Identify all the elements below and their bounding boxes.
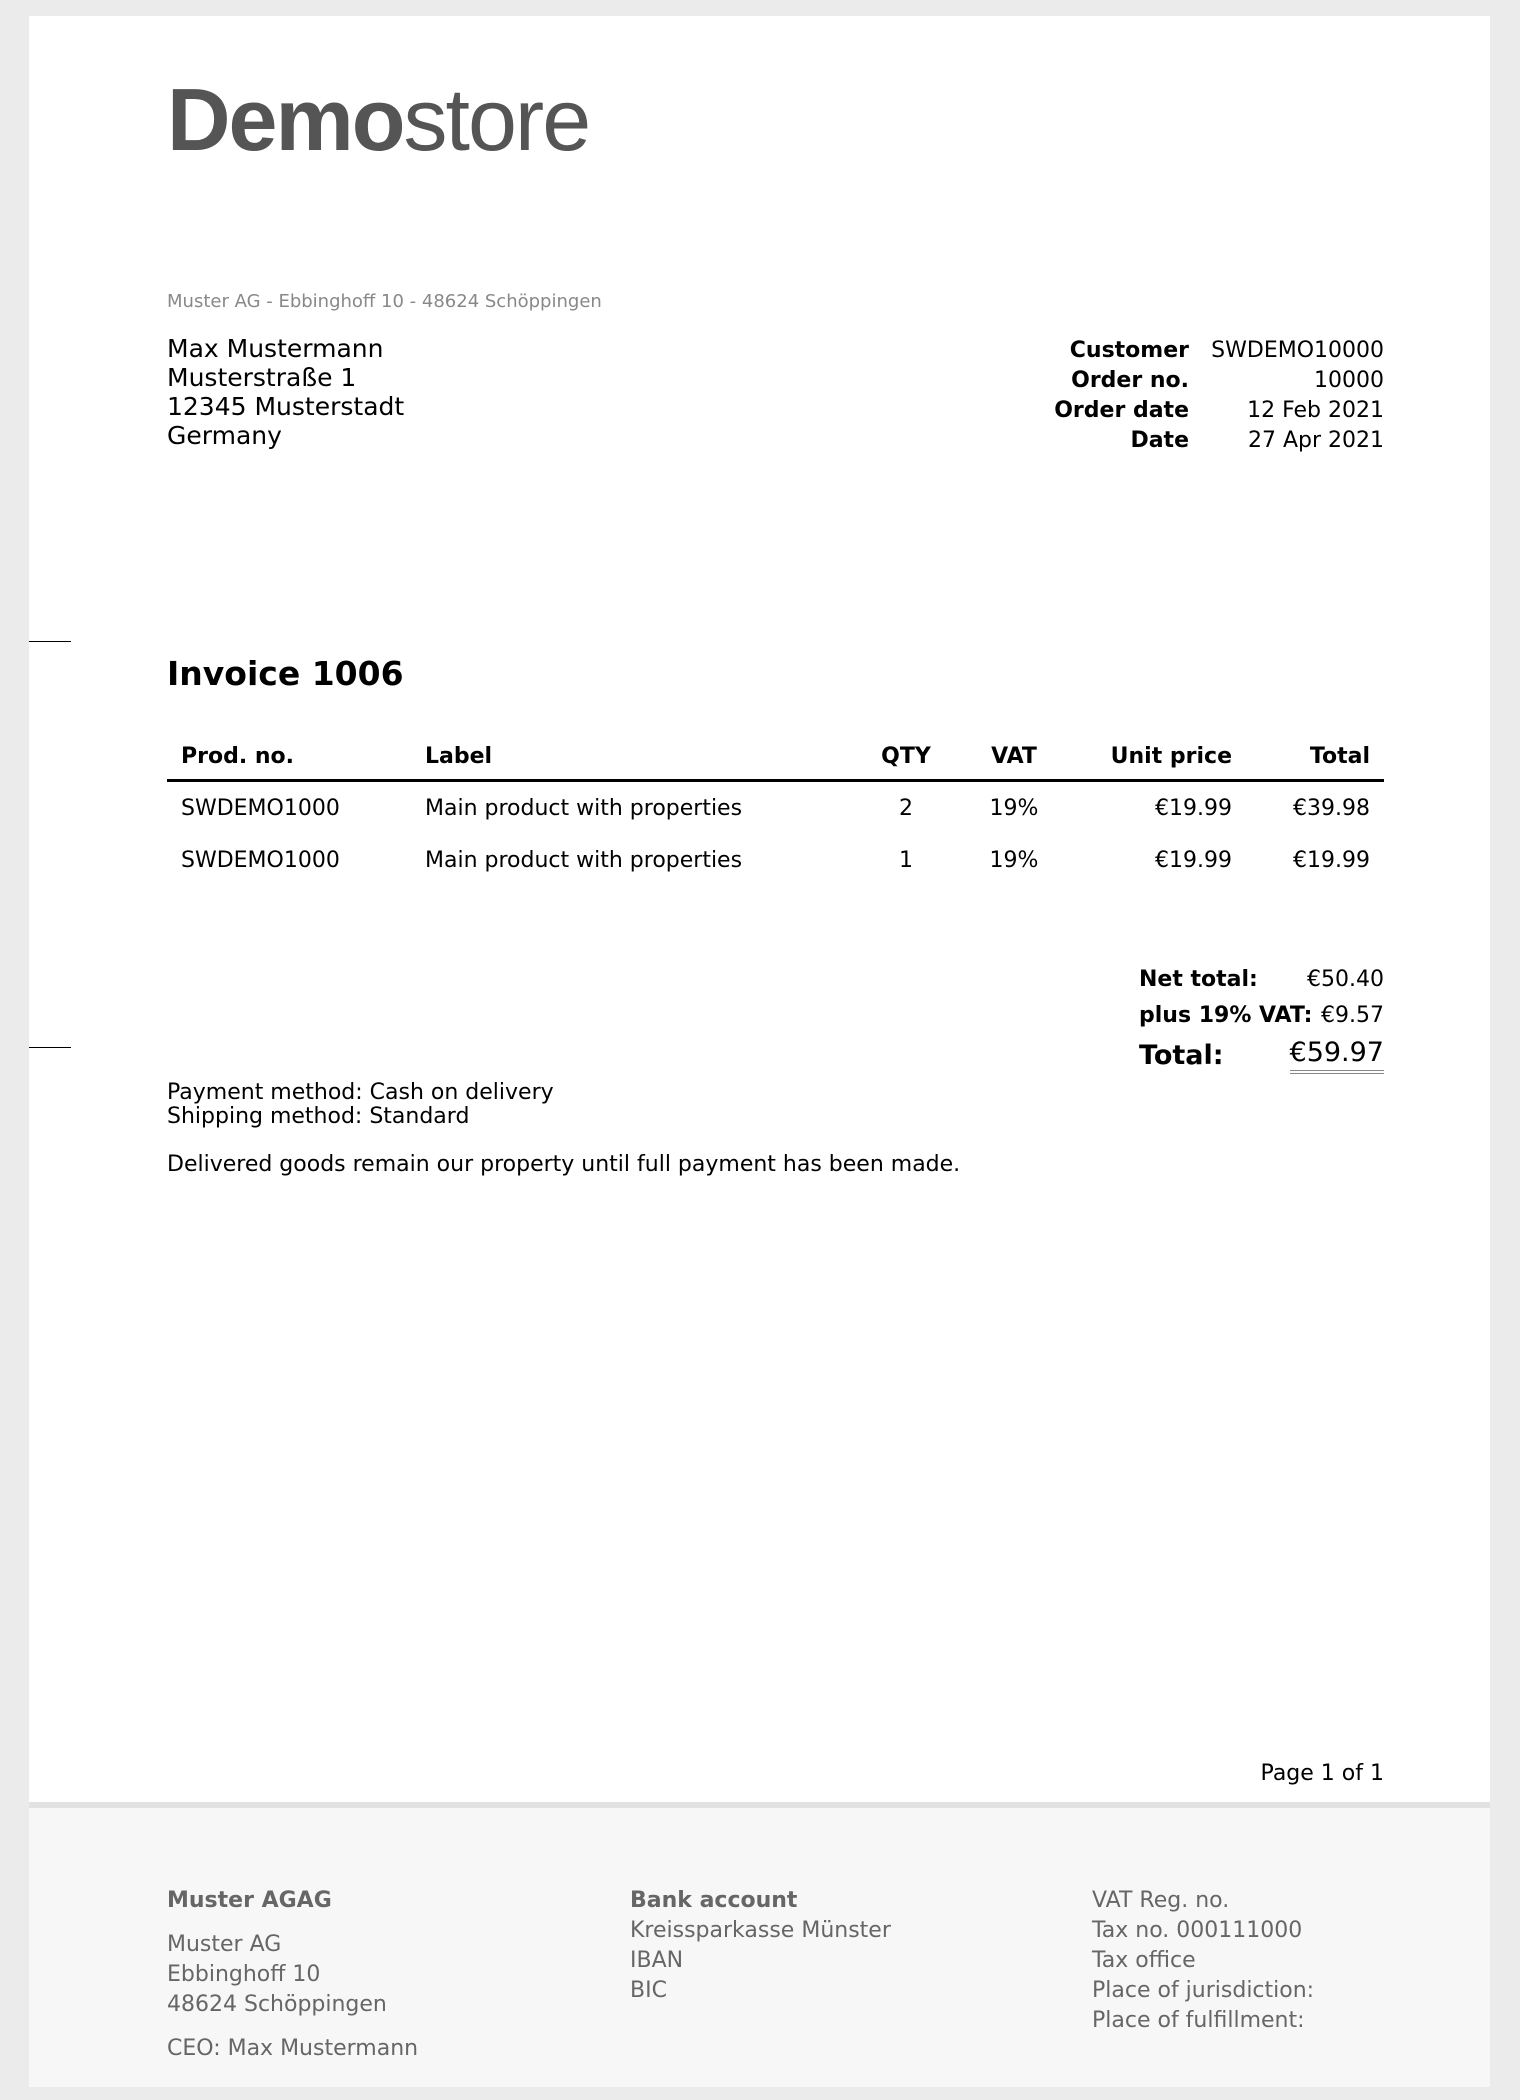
footer-bank-line: BIC — [630, 1978, 667, 2003]
meta-value: 12 Feb 2021 — [1247, 398, 1384, 423]
table-row — [167, 834, 1384, 886]
footer-ceo: CEO: Max Mustermann — [167, 2036, 419, 2061]
invoice-page — [29, 16, 1490, 2081]
header-label: Label — [411, 738, 852, 781]
store-logo — [167, 70, 590, 169]
footer-company-line: 48624 Schöppingen — [167, 1992, 387, 2017]
meta-value: SWDEMO10000 — [1211, 338, 1384, 363]
cell-qty: 1 — [899, 847, 913, 873]
sender-address-line: Muster AG - Ebbinghoff 10 - 48624 Schöppingen — [167, 291, 602, 312]
grand-total-label: Total: — [1139, 1040, 1224, 1071]
cell-label: Main product with properties — [425, 847, 743, 873]
cell-total: €19.99 — [1293, 847, 1370, 873]
meta-label: Customer — [1069, 338, 1189, 363]
invoice-meta — [1029, 336, 1384, 456]
recipient-address — [167, 334, 404, 450]
recipient-name: Max Mustermann — [167, 334, 384, 363]
cell-vat: 19% — [989, 847, 1039, 873]
vat-label: plus 19% VAT: — [1139, 1003, 1313, 1028]
footer-tax-line: Tax office — [1092, 1948, 1196, 1973]
footer-tax-line: Tax no. 000111000 — [1092, 1918, 1303, 1943]
footer-bank-heading: Bank account — [630, 1888, 798, 1913]
ownership-note: Delivered goods remain our property until full payment has been made. — [167, 1152, 961, 1177]
meta-row-order-date — [1029, 396, 1384, 426]
totals-block — [1139, 962, 1384, 1074]
fold-mark-bottom — [29, 1047, 71, 1048]
table-row — [167, 781, 1384, 835]
header-qty: QTY — [852, 738, 960, 781]
footer-bank-line: IBAN — [630, 1948, 684, 1973]
footer-company-line: Ebbinghoff 10 — [167, 1962, 321, 1987]
cell-prod-no: SWDEMO1000 — [181, 847, 340, 873]
footer-company-line: Muster AG — [167, 1932, 282, 1957]
vat-value: €9.57 — [1321, 1003, 1384, 1028]
page-number: Page 1 of 1 — [1260, 1761, 1384, 1786]
meta-row-customer — [1029, 336, 1384, 366]
cell-unit-price: €19.99 — [1155, 847, 1232, 873]
footer-tax-line: VAT Reg. no. — [1092, 1888, 1230, 1913]
net-total-label: Net total: — [1139, 967, 1258, 992]
footer-company-column — [167, 1886, 418, 2064]
meta-label: Order no. — [1071, 368, 1189, 393]
cell-qty: 2 — [899, 795, 913, 821]
shipping-method: Shipping method: Standard — [167, 1104, 470, 1129]
footer-bank-line: Kreissparkasse Münster — [630, 1918, 891, 1943]
footer-tax-line: Place of fulfillment: — [1092, 2008, 1305, 2033]
cell-label: Main product with properties — [425, 795, 743, 821]
header-unit-price: Unit price — [1068, 738, 1246, 781]
grand-total-value: €59.97 — [1290, 1038, 1384, 1074]
logo-bold-text: Demo — [167, 70, 404, 169]
vat-row — [1139, 998, 1384, 1034]
header-total: Total — [1246, 738, 1384, 781]
footer-tax-column — [1092, 1886, 1314, 2036]
meta-row-order-no — [1029, 366, 1384, 396]
payment-info — [167, 1081, 960, 1177]
meta-value: 10000 — [1314, 368, 1384, 393]
meta-row-date — [1029, 426, 1384, 456]
recipient-country: Germany — [167, 421, 282, 450]
fold-mark-top — [29, 641, 71, 642]
line-items-table — [167, 738, 1384, 886]
cell-total: €39.98 — [1293, 795, 1370, 821]
logo-light-text: store — [403, 70, 590, 169]
invoice-footer — [29, 1802, 1490, 2087]
meta-label: Date — [1130, 428, 1189, 453]
header-vat: VAT — [960, 738, 1068, 781]
cell-unit-price: €19.99 — [1155, 795, 1232, 821]
net-total-row — [1139, 962, 1384, 998]
grand-total-row — [1139, 1038, 1384, 1074]
footer-bank-column — [630, 1886, 891, 2006]
cell-vat: 19% — [989, 795, 1039, 821]
net-total-value: €50.40 — [1307, 967, 1384, 992]
recipient-street: Musterstraße 1 — [167, 363, 357, 392]
table-header-row — [167, 738, 1384, 781]
header-prod-no: Prod. no. — [167, 738, 411, 781]
meta-value: 27 Apr 2021 — [1247, 428, 1384, 453]
footer-tax-line: Place of jurisdiction: — [1092, 1978, 1315, 2003]
recipient-city: 12345 Musterstadt — [167, 392, 405, 421]
footer-company-heading: Muster AGAG — [167, 1888, 332, 1913]
invoice-title: Invoice 1006 — [167, 654, 404, 693]
payment-method: Payment method: Cash on delivery — [167, 1080, 554, 1105]
meta-label: Order date — [1054, 398, 1189, 423]
cell-prod-no: SWDEMO1000 — [181, 795, 340, 821]
